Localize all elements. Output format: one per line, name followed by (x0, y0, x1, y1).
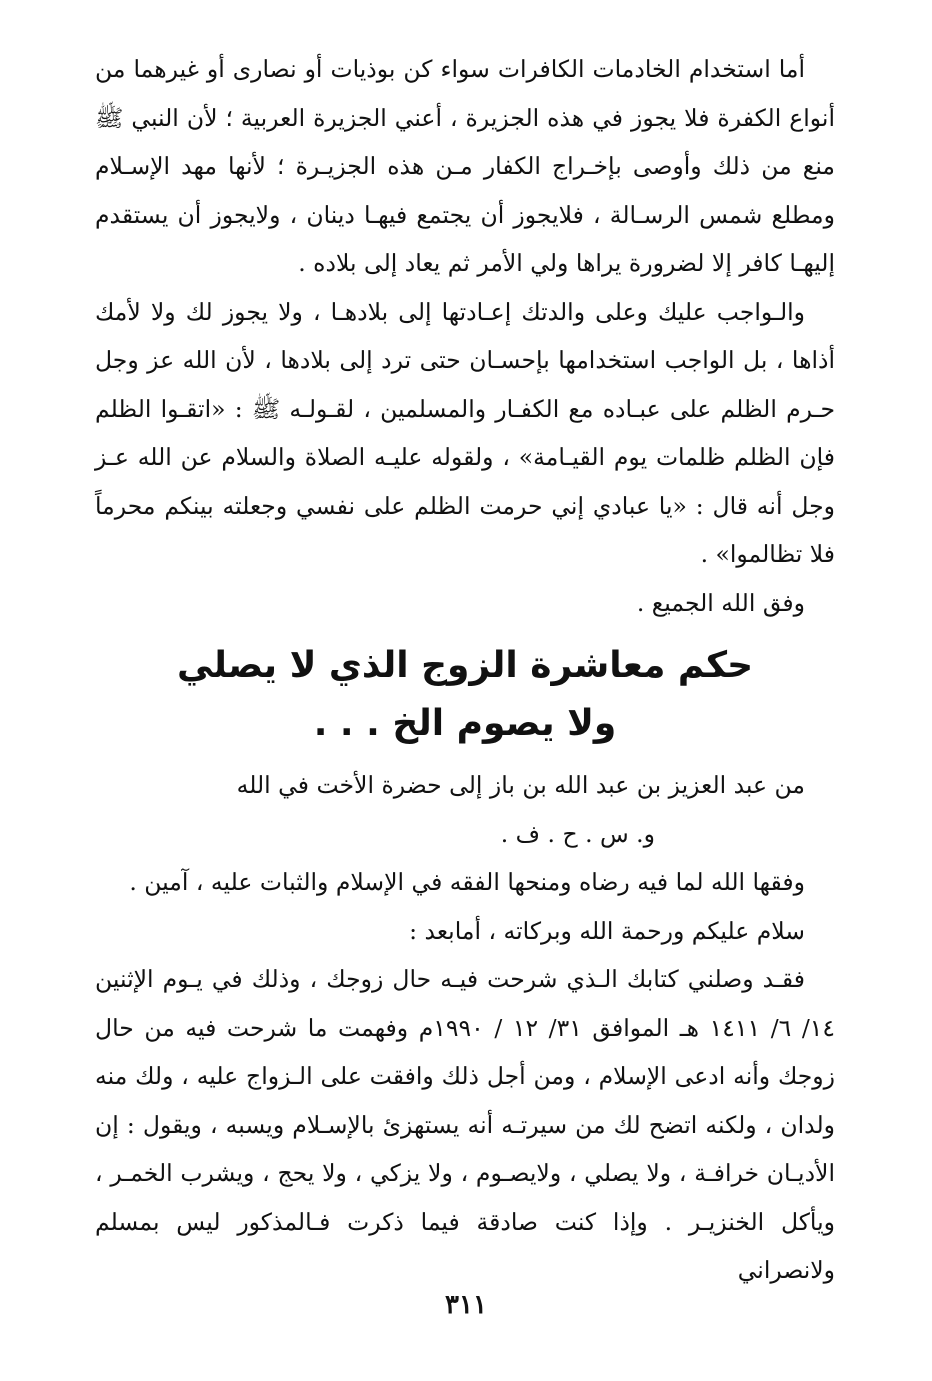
paragraph-duty: والـواجب عليك وعلى والدتك إعـادتها إلى بلادهـا ، ولا يجوز لك ولا لأمك أذاها ، بل الواجب استخدامها بإحسـان حتى ترد إلى بلادها ، لأن الله عز وجل حـرم الظلم على عبـاده مع الكفـار والمسلمين ، لقـولـه ﷺ : «اتقـوا الظلم فإن الظلم ظلمات يوم القيـامة» ، ولقوله عليـه الصلاة والسلام عن الله عـز وجل أنه قال : «يا عبادي إني حرمت الظلم على نفسي وجعلته بينكم محرماً فلا تظالموا» . (95, 297, 835, 568)
letter-body: فقـد وصلني كتابك الـذي شرحت فيـه حال زوجك ، وذلك في يـوم الإثنين ١٤/ ٦/ ١٤١١ هـ الموافق ٣١/ ١٢ / ١٩٩٠م وفهمت ما شرحت فيه من حال زوجك وأنه ادعى الإسلام ، ومن أجل ذلك وافقت على الـزواج عليه ، ولك منه ولدان ، ولكنه اتضح لك من سيرتـه أنه يستهزئ بالإسـلام ويسبه ، ويقول : إن الأديـان خرافـة ، ولا يصلي ، ولايصـوم ، ولا يزكي ، ولا يحج ، ويشرب الخمـر ، ويأكل الخنزيـر . وإذا كنت صادقة فيما ذكرت فـالمذكور ليس بمسلم ولانصراني (95, 965, 836, 1284)
letter-greeting: سلام عليكم ورحمة الله وبركاته ، أمابعد : (409, 916, 805, 945)
letter-sender: من عبد العزيز بن عبد الله بن باز إلى حضرة الأخت في الله (236, 771, 805, 799)
page-content (95, 45, 835, 1295)
letter-recipient-code: و. س . ح . ف . (500, 819, 655, 848)
paragraph-closing: وفق الله الجميع . (636, 588, 805, 617)
page-number: ٣١١ (445, 1290, 487, 1320)
letter-blessing: وفقها الله لما فيه رضاه ومنحها الفقه في الإسلام والثبات عليه ، آمين . (129, 868, 805, 896)
paragraph-servants: أما استخدام الخادمات الكافرات سواء كن بوذيات أو نصارى أو غيرهما من أنواع الكفرة فلا يجوز في هذه الجزيرة ، أعني الجزيرة العربية ؛ لأن النبي ﷺ منع من ذلك وأوصى بإخـراج الكفار مـن هذه الجزيـرة ؛ لأنها مهد الإسـلام ومطلع شمس الرسـالة ، فلايجوز أن يجتمع فيهـا دينان ، ولايجوز أن يستقدم إليهـا كافر إلا لضرورة يراها ولي الأمر ثم يعاد إلى بلاده . (95, 55, 835, 277)
section-title-line-2: ولا يصوم الخ . . . (313, 703, 617, 744)
section-title (95, 637, 835, 753)
section-title-line-1: حكم معاشرة الزوج الذي لا يصلي (176, 645, 754, 686)
